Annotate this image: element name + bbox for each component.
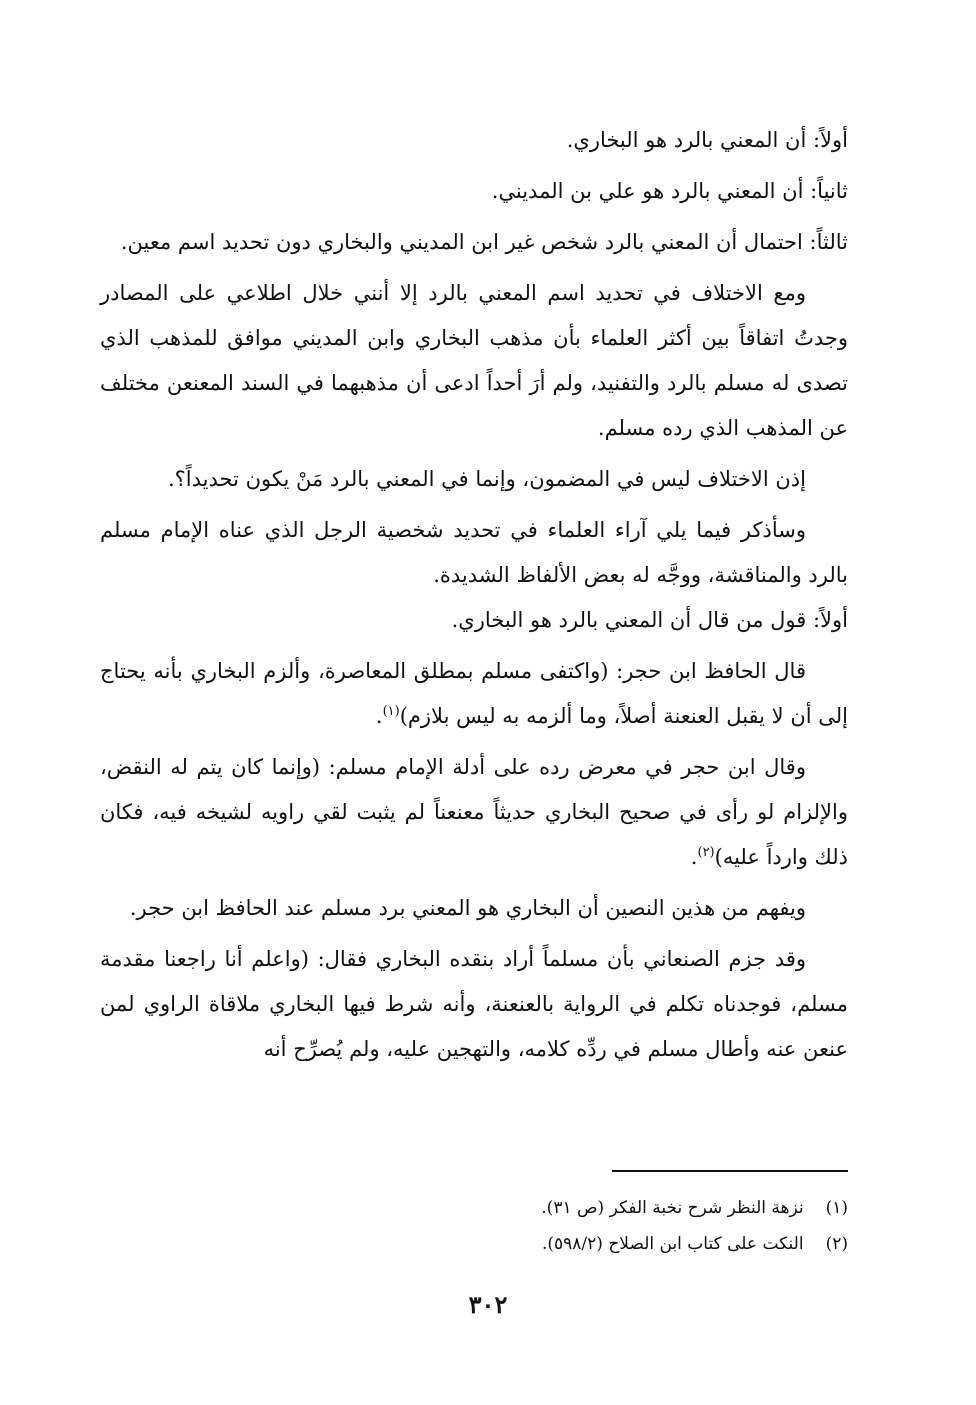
- paragraph-2: ثانياً: أن المعني بالرد هو علي بن المديني.: [491, 179, 848, 203]
- paragraph-5: إذن الاختلاف ليس في المضمون، وإنما في المعني بالرد مَنْ يكون تحديداً؟.: [167, 467, 806, 491]
- paragraph-4: ومع الاختلاف في تحديد اسم المعني بالرد إلا أنني خلال اطلاعي على المصادر وجدتُ اتفاقاً بين أكثر العلماء بأن مذهب البخاري وابن المديني موافق للمذهب الذي تصدى له مسلم بالرد والتفنيد، ولم أرَ أحداً ادعى أن مذهبهما في السند المعنعن مختلف عن المذهب الذي رده مسلم.: [100, 281, 848, 440]
- paragraph-9: [100, 745, 848, 880]
- footnote-text: النكت على كتاب ابن الصلاح (٥٩٨/٢).: [541, 1234, 804, 1254]
- quote-tail: .: [690, 845, 698, 869]
- footnote-number: (٢): [825, 1234, 848, 1254]
- main-text: [100, 118, 848, 1072]
- paragraph-1: أولاً: أن المعني بالرد هو البخاري.: [566, 128, 848, 152]
- footnote-divider: [612, 1170, 848, 1172]
- page-number: ٣٠٢: [468, 1290, 508, 1319]
- footnote-1: [100, 1190, 848, 1226]
- footnote-ref-1[interactable]: (١): [382, 704, 400, 719]
- paragraph-8: [100, 649, 848, 739]
- quote-text: قال الحافظ ابن حجر: (واكتفى مسلم بمطلق المعاصرة، وألزم البخاري بأنه يحتاج إلى أن لا يقبل العنعنة أصلاً، وما ألزمه به ليس بلازم): [100, 659, 848, 728]
- paragraph-7: أولاً: قول من قال أن المعني بالرد هو البخاري.: [451, 608, 848, 632]
- footnotes: [100, 1190, 848, 1262]
- footnote-ref-2[interactable]: (٢): [697, 845, 715, 860]
- quote-text: وقال ابن حجر في معرض رده على أدلة الإمام مسلم: (وإنما كان يتم له النقض، والإلزام لو رأى في صحيح البخاري حديثاً معنعناً لم يثبت لقي راويه لشيخه فيه، فكان ذلك وارداً عليه): [100, 755, 848, 869]
- footnote-2: [100, 1226, 848, 1262]
- paragraph-11: وقد جزم الصنعاني بأن مسلماً أراد بنقده البخاري فقال: (واعلم أنا راجعنا مقدمة مسلم، فوجدناه تكلم في الرواية بالعنعنة، وأنه شرط فيها البخاري ملاقاة الراوي لمن عنعن عنه وأطال مسلم في ردِّه كلامه، والتهجين عليه، ولم يُصرِّح أنه: [100, 947, 848, 1061]
- paragraph-6: وسأذكر فيما يلي آراء العلماء في تحديد شخصية الرجل الذي عناه الإمام مسلم بالرد والمناقشة، ووجَّه له بعض الألفاظ الشديدة.: [100, 518, 848, 587]
- footnote-text: نزهة النظر شرح نخبة الفكر (ص ٣١).: [541, 1198, 804, 1218]
- quote-tail: .: [375, 704, 383, 728]
- paragraph-3: ثالثاً: احتمال أن المعني بالرد شخص غير ابن المديني والبخاري دون تحديد اسم معين.: [120, 230, 848, 254]
- paragraph-10: ويفهم من هذين النصين أن البخاري هو المعني برد مسلم عند الحافظ ابن حجر.: [129, 896, 806, 920]
- footnote-number: (١): [825, 1198, 848, 1218]
